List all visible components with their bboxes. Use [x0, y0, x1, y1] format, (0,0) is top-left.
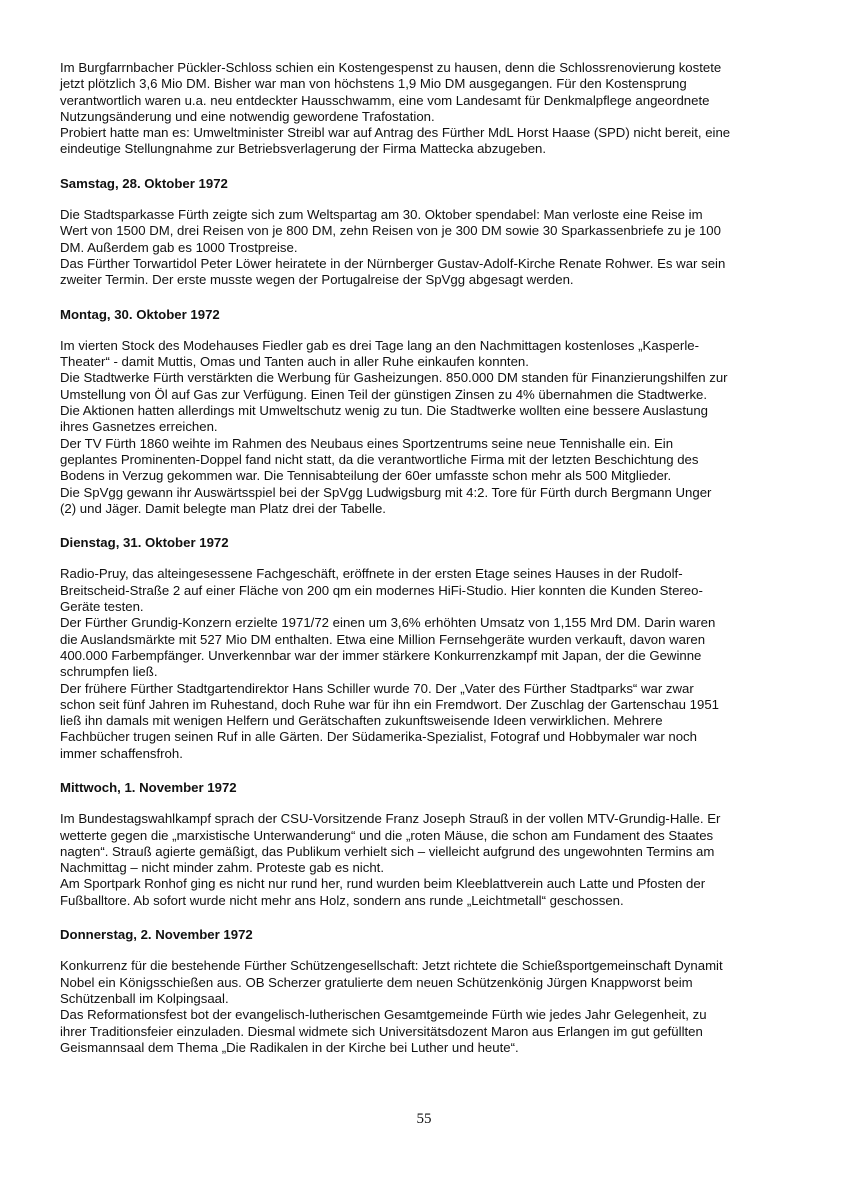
text-line: nagten“. Strauß agierte gemäßigt, das Publikum verhielt sich – vielleicht aufgrund des ungewohnten Termins am — [60, 843, 715, 859]
section-body — [60, 207, 790, 288]
text-line: Geräte testen. — [60, 599, 144, 615]
text-line: geplantes Prominenten-Doppel fand nicht statt, da die verantwortliche Firma mit der letzten Beschichtung des — [60, 451, 699, 467]
text-line: Das Reformationsfest bot der evangelisch-lutherischen Gesamtgemeinde Fürth wie jedes Jahr Gelegenheit, zu — [60, 1007, 707, 1023]
text-line: Fachbücher trugen seinen Ruf in alle Gärten. Der Südamerika-Spezialist, Fotograf und Hobbymaler war noch — [60, 729, 697, 745]
text-line: Die Stadtsparkasse Fürth zeigte sich zum Weltspartag am 30. Oktober spendabel: Man verloste eine Reise im — [60, 207, 703, 223]
text-line: Fußballtore. Ab sofort wurde nicht mehr ans Holz, sondern ans runde „Leichtmetall“ geschossen. — [60, 892, 624, 908]
date-section — [60, 307, 790, 518]
paragraph — [60, 125, 790, 158]
text-line: Im Burgfarrnbacher Pückler-Schloss schien ein Kostengespenst zu hausen, denn die Schlossrenovierung kostete — [60, 60, 722, 75]
text-line: Der Fürther Grundig-Konzern erzielte 1971/72 einen um 3,6% erhöhten Umsatz von 1,155 Mrd DM. Darin waren — [60, 615, 716, 631]
text-line: Die SpVgg gewann ihr Auswärtsspiel bei der SpVgg Ludwigsburg mit 4:2. Tore für Fürth durch Bergmann Unger — [60, 484, 712, 500]
date-section — [60, 535, 790, 762]
text-line: eindeutige Stellungnahme zur Betriebsverlagerung der Firma Mattecka abzugeben. — [60, 141, 547, 157]
date-heading: Donnerstag, 2. November 1972 — [60, 927, 253, 943]
section-body — [60, 958, 790, 1056]
text-line: Schützenball im Kolpingsaal. — [60, 990, 229, 1006]
text-line: (2) und Jäger. Damit belegte man Platz drei der Tabelle. — [60, 500, 386, 516]
text-line: Geismannsaal dem Thema „Die Radikalen in der Kirche bei Luther und heute“. — [60, 1039, 519, 1055]
document-page — [60, 60, 790, 1056]
paragraph — [60, 60, 790, 125]
text-line: Konkurrenz für die bestehende Fürther Schützengesellschaft: Jetzt richtete die Schießsportgemeinschaft Dynamit — [60, 958, 723, 974]
text-line: Der TV Fürth 1860 weihte im Rahmen des Neubaus eines Sportzentrums seine neue Tennishalle ein. Ein — [60, 435, 674, 451]
text-line: Im vierten Stock des Modehauses Fiedler gab es drei Tage lang an den Nachmittagen kostenloses „Kasperle- — [60, 337, 699, 353]
text-line: Bodens in Verzug gekommen war. Die Tennisabteilung der 60er umfasste schon mehr als 500 Mitglieder. — [60, 468, 672, 484]
text-line: Wert von 1500 DM, drei Reisen von je 800 DM, zehn Reisen von je 300 DM sowie 30 Sparkassenbriefe zu je 100 — [60, 223, 721, 239]
date-section — [60, 176, 790, 289]
text-line: Probiert hatte man es: Umweltminister Streibl war auf Antrag des Fürther MdL Horst Haase (SPD) nicht bereit, eine — [60, 125, 731, 141]
section-body — [60, 566, 790, 762]
text-line: Die Aktionen hatten allerdings mit Umweltschutz wenig zu tun. Die Stadtwerke wollten eine bessere Auslastung — [60, 403, 708, 419]
text-line: Theater“ - damit Muttis, Omas und Tanten auch in aller Ruhe einkaufen konnten. — [60, 354, 529, 370]
text-line: Nutzungsänderung und eine notwendig gewordene Trafostation. — [60, 108, 435, 124]
text-line: 400.000 Farbempfänger. Unverkennbar war der immer stärkere Konkurrenzkampf mit Japan, der die Gewinne — [60, 647, 702, 663]
date-section — [60, 780, 790, 909]
date-heading: Dienstag, 31. Oktober 1972 — [60, 535, 229, 551]
text-line: schrumpfen ließ. — [60, 664, 158, 680]
text-line: wetterte gegen die „marxistische Unterwanderung“ und die „roten Mäuse, die schon am Fundament des Staates — [60, 827, 714, 843]
page-number: 55 — [416, 1111, 432, 1127]
sections — [60, 176, 790, 1056]
date-heading: Samstag, 28. Oktober 1972 — [60, 175, 228, 191]
text-line: Radio-Pruy, das alteingesessene Fachgeschäft, eröffnete in der ersten Etage seines Hauses in der Rudolf- — [60, 566, 683, 582]
text-line: jetzt plötzlich 3,6 Mio DM. Bisher war man von höchstens 1,9 Mio DM ausgegangen. Für den Kostensprung — [60, 76, 687, 92]
date-heading: Montag, 30. Oktober 1972 — [60, 306, 220, 322]
text-line: die Auslandsmärkte mit 527 Mio DM enthalten. Etwa eine Million Fernsehgeräte wurden verkauft, davon waren — [60, 631, 706, 647]
intro-text — [60, 60, 790, 158]
text-line: Der frühere Fürther Stadtgartendirektor Hans Schiller wurde 70. Der „Vater des Fürther Stadtparks“ war zwar — [60, 680, 694, 696]
text-line: DM. Außerdem gab es 1000 Trostpreise. — [60, 239, 298, 255]
text-line: Die Stadtwerke Fürth verstärkten die Werbung für Gasheizungen. 850.000 DM standen für Finanzierungshilfen zur — [60, 370, 728, 386]
text-line: immer schaffensfroh. — [60, 745, 183, 761]
text-line: Breitscheid-Straße 2 auf einer Fläche von 200 qm ein modernes HiFi-Studio. Hier konnten die Kunden Stereo- — [60, 582, 703, 598]
text-line: Am Sportpark Ronhof ging es nicht nur rund her, rund wurden beim Kleeblattverein auch Latte und Pfosten der — [60, 876, 706, 892]
date-section — [60, 927, 790, 1056]
text-line: Im Bundestagswahlkampf sprach der CSU-Vorsitzende Franz Joseph Strauß in der vollen MTV-Grundig-Halle. Er — [60, 811, 721, 827]
text-line: Nobel ein Königsschießen aus. OB Scherzer gratulierte dem neuen Schützenkönig Jürgen Knappworst beim — [60, 974, 693, 990]
text-line: Umstellung von Öl auf Gas zur Verfügung. Einen Teil der günstigen Zinsen zu 4% übernahmen die Stadtwerke. — [60, 386, 708, 402]
text-line: Nachmittag – nicht minder zahm. Proteste gab es nicht. — [60, 860, 384, 876]
text-line: ihres Gasnetzes erreichen. — [60, 419, 218, 435]
section-body — [60, 338, 790, 517]
text-line: Das Fürther Torwartidol Peter Löwer heiratete in der Nürnberger Gustav-Adolf-Kirche Renate Rohwer. Es war sein — [60, 255, 726, 271]
text-line: schon seit fünf Jahren im Ruhestand, doch Ruhe war für ihn ein Fremdwort. Der Zuschlag der Gartenschau 1951 — [60, 696, 719, 712]
text-line: ihrer Traditionsfeier einzuladen. Diesmal widmete sich Universitätsdozent Maron aus Erlangen im gut gefüllten — [60, 1023, 703, 1039]
text-line: ließ ihn damals mit wenigen Helfern und Gerätschaften zukunftsweisende Ideen verwirklichen. Mehrere — [60, 713, 663, 729]
text-line: verantwortlich waren u.a. neu entdeckter Hausschwamm, eine vom Landesamt für Denkmalpflege angeordnete — [60, 92, 710, 108]
text-line: zweiter Termin. Der erste musste wegen der Portugalreise der SpVgg abgesagt werden. — [60, 272, 574, 288]
section-body — [60, 811, 790, 909]
date-heading: Mittwoch, 1. November 1972 — [60, 779, 237, 795]
